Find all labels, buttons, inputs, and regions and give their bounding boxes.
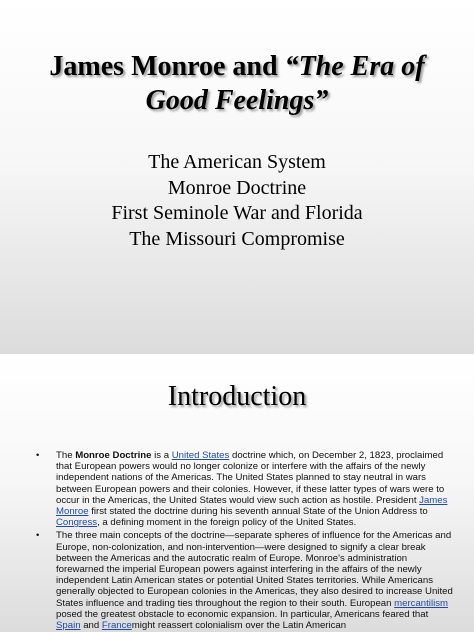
link-mercantilism[interactable]: mercantilism [394, 597, 448, 609]
text-run: posed the greatest obstacle to economic expansion. In particular, Americans feared that [56, 608, 429, 620]
bullet-item [36, 450, 454, 528]
link-spain[interactable]: Spain [56, 620, 81, 632]
bold-term-monroe-doctrine: Monroe Doctrine [75, 450, 152, 461]
text-run: The [56, 450, 76, 461]
text-run: , a defining moment in the foreign policy of the United States. [97, 517, 357, 529]
text-run: doctrine which, on December 2, 1823, proclaimed that European powers would no longer colonize or interfere with the affairs of the newly independent nations of the Americas. The United States planned to stay neutral in wars between European powers and their colonies. However, if these latter types of wars were to occur in the Americas, the United States would view such action as hostile. President [56, 450, 445, 506]
slide-title [0, 50, 474, 118]
text-run: first stated the doctrine during his seventh annual State of the Union Address to [88, 506, 428, 518]
link-united-states[interactable]: United States [171, 450, 230, 461]
bullet-dot: • [36, 530, 40, 542]
text-run: The three main concepts of the doctrine—separate spheres of influence for the Americas and Europe, non-colonization, and non-intervention—were designed to signify a clear break between the Americas and the autocratic realm of Europe. Monroe's administration forewarned the imperial European powers against interfering in the affairs of the newly independent Latin American states or potential United States territories. While Americans generally objected to European colonies in the Americas, they also desired to increase United States influence and trading ties throughout the region to their south. European [56, 530, 453, 609]
bullet-list [36, 450, 454, 632]
slide-introduction [0, 354, 474, 632]
subtopic-item: The American System [148, 151, 326, 173]
text-run: is a [151, 450, 172, 461]
title-italic-part-1: “The Era of [284, 51, 425, 82]
subtopic-item: Monroe Doctrine [167, 176, 307, 199]
text-run: might reassert colonialism over the Latin American [131, 620, 347, 632]
bullet-dot: • [36, 450, 40, 461]
title-italic-part-2: Good Feelings” [145, 85, 329, 116]
subtopic-item: The Missouri Compromise [129, 227, 345, 250]
link-france[interactable]: France [101, 620, 132, 632]
subtopic-item: First Seminole War and Florida [111, 202, 363, 224]
introduction-title: Introduction [167, 381, 307, 412]
link-congress[interactable]: Congress [56, 517, 98, 529]
bullet-item [36, 530, 454, 631]
text-run: and [80, 620, 102, 632]
link-james-monroe[interactable]: James Monroe [56, 494, 448, 518]
title-plain: James Monroe and [49, 51, 285, 82]
subtopic-list [0, 150, 474, 252]
